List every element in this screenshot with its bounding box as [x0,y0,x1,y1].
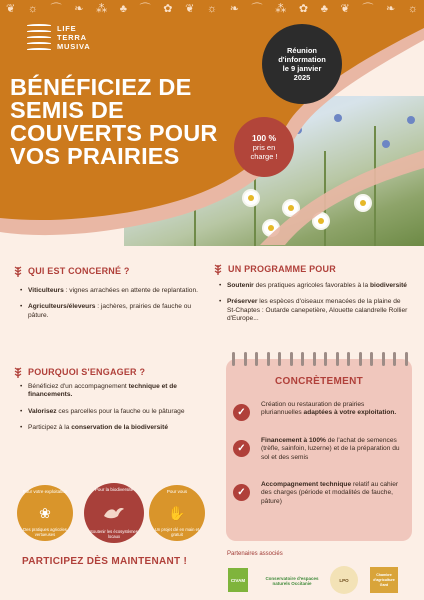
flower-icon: ✿ [163,3,173,15]
item-bold: technique et de financements. [28,383,177,399]
call-to-action: PARTICIPEZ DÈS MAINTENANT ! [22,556,188,567]
who-title-text: QUI EST CONCERNÉ ? [28,266,130,276]
list-item [219,298,409,323]
logo-line: TERRA [57,32,87,42]
decorative-icon-strip [6,3,418,15]
programme-title-text: UN PROGRAMME POUR [228,264,336,274]
cen-occitanie-logo [262,570,322,592]
flower-icon: ✿ [298,3,309,15]
programme-section-title [213,263,336,275]
item-text: : jachères, prairies de fauche ou pâture. [28,303,192,319]
item-text: des pratiques agricoles favorables à la [253,282,370,289]
list-item [20,408,205,416]
sun-icon: ☼ [27,3,38,15]
item-text: les espèces d'oiseaux menacées de la plaine de St-Chaptes : Outarde canepetière, Alouette calandrelle Rollier d'Europe... [227,298,408,323]
meeting-badge-line: d'information [278,55,326,64]
concretement-title: CONCRÈTEMENT [274,376,364,387]
partners-label: Partenaires associés [227,551,283,557]
lpo-logo [330,566,358,594]
bird-icon: ⌒ [251,3,263,15]
partner-name: CIVAM [230,577,246,583]
headline-line: VOS PRAIRIES [10,143,180,169]
notebook-rings [232,352,408,366]
list-item [20,287,200,295]
grape-icon: ⁂ [275,3,287,15]
funding-badge-line: charge ! [250,151,278,161]
wheat-icon: ❦ [340,3,350,15]
item-bold: Valorisez [28,407,57,415]
wave-logo-icon [27,22,53,52]
why-list [20,383,205,441]
logo-line: MUSIVA [57,41,91,51]
list-item [20,383,205,400]
bird-icon: ⌒ [50,3,62,15]
chambre-agriculture-logo [370,567,398,593]
roundel-bottom-label: Des pratiques agricoles vertueuses [23,527,67,537]
funding-badge [234,117,294,177]
item-bold: conservation de la biodiversité [71,424,168,432]
funding-badge-line: pris en [252,142,276,152]
programme-list [219,282,409,332]
meeting-badge-line: le 9 janvier [282,64,322,73]
who-list [20,287,200,328]
partner-name: LPO [339,577,349,583]
list-item [20,424,205,432]
list-item [219,282,409,290]
wheat-icon [13,265,23,277]
item-bold: Agriculteurs/éleveurs [28,303,96,311]
page-title [10,76,245,168]
tree-icon: ♣ [119,3,127,15]
bird-icon: ⌒ [139,3,151,15]
grape-icon: ⁂ [96,3,108,15]
concretement-item [261,481,403,506]
life-terra-musiva-logo [27,22,90,52]
roundel-top-label: Pour la biodiversité [94,487,134,492]
item-bold: Financement à 100% [261,437,326,444]
why-title-text: POURQUOI S'ENGAGER ? [28,367,146,377]
item-text: Bénéficiez d'un accompagnement [28,383,129,390]
funding-badge-line: 100 % [251,132,277,143]
item-bold: Accompagnement technique [261,481,352,488]
headline-line: BÉNÉFICIEZ DE [10,74,192,100]
meeting-badge [262,24,342,104]
handshake-icon: ✋ [168,504,186,521]
item-text: : vignes arrachées en attente de replantation. [63,287,198,294]
list-item [20,303,200,320]
roundel-top-label: Pour vous [166,489,188,494]
headline-line: SEMIS DE [10,97,124,123]
civam-logo [228,568,248,592]
wheat-icon [13,366,23,378]
plant-icon: ❀ [39,504,51,521]
item-text: ces parcelles pour la fauche ou le pâturage [56,407,185,415]
concretement-item [261,401,403,418]
item-bold: biodiversité [369,282,407,289]
item-bold: Viticulteurs [28,287,64,294]
leaf-icon: ❧ [386,3,396,15]
item-bold: Soutenir [227,282,254,289]
wheat-icon [213,263,223,275]
item-text: de l'achat de semences (trèfle, sainfoin, luzerne) et de la préparation du sol et des semis [261,437,400,461]
item-bold: Préserver [227,298,258,306]
roundel-top-label: Pour votre exploitation [22,489,68,494]
leaf-icon: ❧ [74,3,84,15]
headline-line: COUVERTS POUR [10,120,218,146]
check-icon: ✓ [233,440,250,457]
meeting-badge-line: Réunion [287,46,317,55]
logo-line: LIFE [57,23,77,33]
check-icon: ✓ [233,484,250,501]
sun-icon: ☼ [407,3,418,15]
meeting-badge-line: 2025 [293,73,311,82]
leaf-icon: ❧ [229,3,239,15]
partner-name: Chambre d'agriculture Gard [373,572,395,587]
why-section-title [13,366,145,378]
for-you-roundel [149,485,205,541]
wheat-icon: ❦ [185,3,195,15]
bird-icon [102,504,126,522]
roundel-bottom-label: Soutenir les écosystèmes locaux [90,529,138,539]
check-icon: ✓ [233,404,250,421]
wheat-icon: ❦ [6,3,16,15]
partner-name: Conservatoire d'espaces naturels Occitanie [265,576,319,586]
item-text: Création ou restauration de prairies pluriannuelles [261,401,365,417]
item-text: relatif au cahier des charges (période et modalités de fauche, pâture) [261,481,399,505]
bird-icon: ⌒ [362,3,374,15]
concretement-item [261,437,403,462]
who-section-title [13,265,130,277]
sun-icon: ☼ [206,3,218,15]
roundel-bottom-label: Un projet clé en main et gratuit [154,527,200,537]
farm-roundel [17,485,73,541]
biodiversity-roundel [84,483,144,543]
item-bold: adaptées à votre exploitation. [303,409,397,417]
tree-icon: ♣ [320,3,328,15]
item-text: Participez à la [28,424,72,432]
